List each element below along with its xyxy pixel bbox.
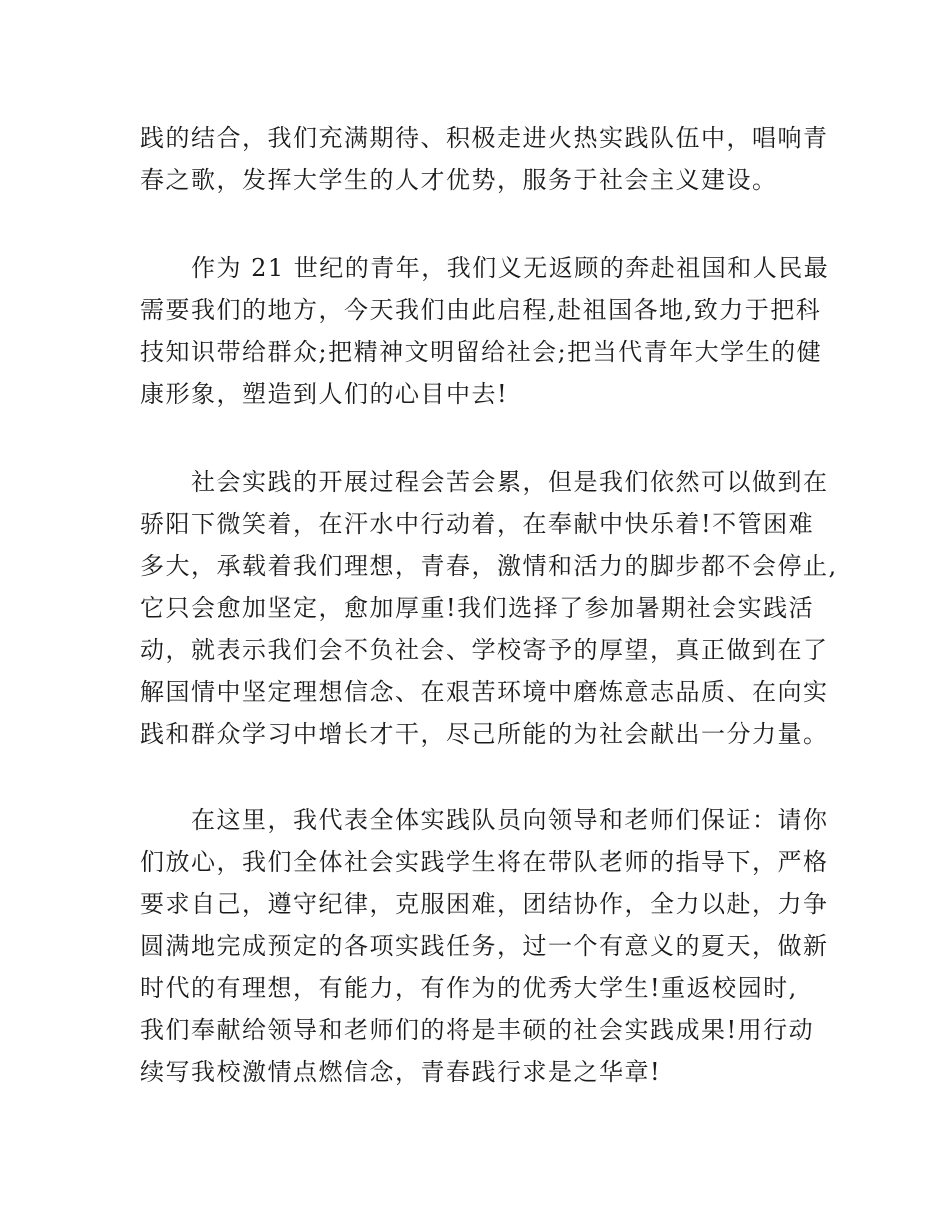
text-line: 社会实践的开展过程会苦会累，但是我们依然可以做到在 <box>140 468 829 496</box>
paragraph-1 <box>140 117 829 201</box>
text-line: 时代的有理想，有能力，有作为的优秀大学生!重返校园时, <box>140 974 798 1002</box>
text-line: 续写我校激情点燃信念，青春践行求是之华章! <box>140 1058 662 1086</box>
text-line: 要求自己，遵守纪律，克服困难，团结协作，全力以赴，力争 <box>140 890 829 918</box>
text-line: 骄阳下微笑着，在汗水中行动着，在奉献中快乐着!不管困难 <box>140 510 815 538</box>
text-line: 圆满地完成预定的各项实践任务，过一个有意义的夏天，做新 <box>140 932 829 960</box>
text-line: 们放心，我们全体社会实践学生将在带队老师的指导下，严格 <box>140 848 829 876</box>
paragraph-4 <box>140 799 829 1093</box>
text-line: 解国情中坚定理想信念、在艰苦环境中磨炼意志品质、在向实 <box>140 678 829 706</box>
text-line: 践和群众学习中增长才干，尽己所能的为社会献出一分力量。 <box>140 720 829 748</box>
text-line: 康形象，塑造到人们的心目中去! <box>140 380 509 408</box>
text-line: 春之歌，发挥大学生的人才优势，服务于社会主义建设。 <box>140 166 778 194</box>
text-line: 需要我们的地方，今天我们由此启程,赴祖国各地,致力于把科 <box>140 296 822 324</box>
paragraph-2 <box>140 247 830 415</box>
text-line: 它只会愈加坚定，愈加厚重!我们选择了参加暑期社会实践活 <box>140 594 815 622</box>
text-line: 作为 21 世纪的青年，我们义无返顾的奔赴祖国和人民最 <box>140 254 830 282</box>
text-line: 多大，承载着我们理想，青春，激情和活力的脚步都不会停止, <box>140 552 838 580</box>
text-line: 我们奉献给领导和老师们的将是丰硕的社会实践成果!用行动 <box>140 1016 815 1044</box>
text-line: 在这里，我代表全体实践队员向领导和老师们保证：请你 <box>140 806 829 834</box>
paragraph-3 <box>140 461 838 755</box>
text-line: 技知识带给群众;把精神文明留给社会;把当代青年大学生的健 <box>140 338 823 366</box>
text-line: 动，就表示我们会不负社会、学校寄予的厚望，真正做到在了 <box>140 636 829 664</box>
text-line: 践的结合，我们充满期待、积极走进火热实践队伍中，唱响青 <box>140 124 829 152</box>
